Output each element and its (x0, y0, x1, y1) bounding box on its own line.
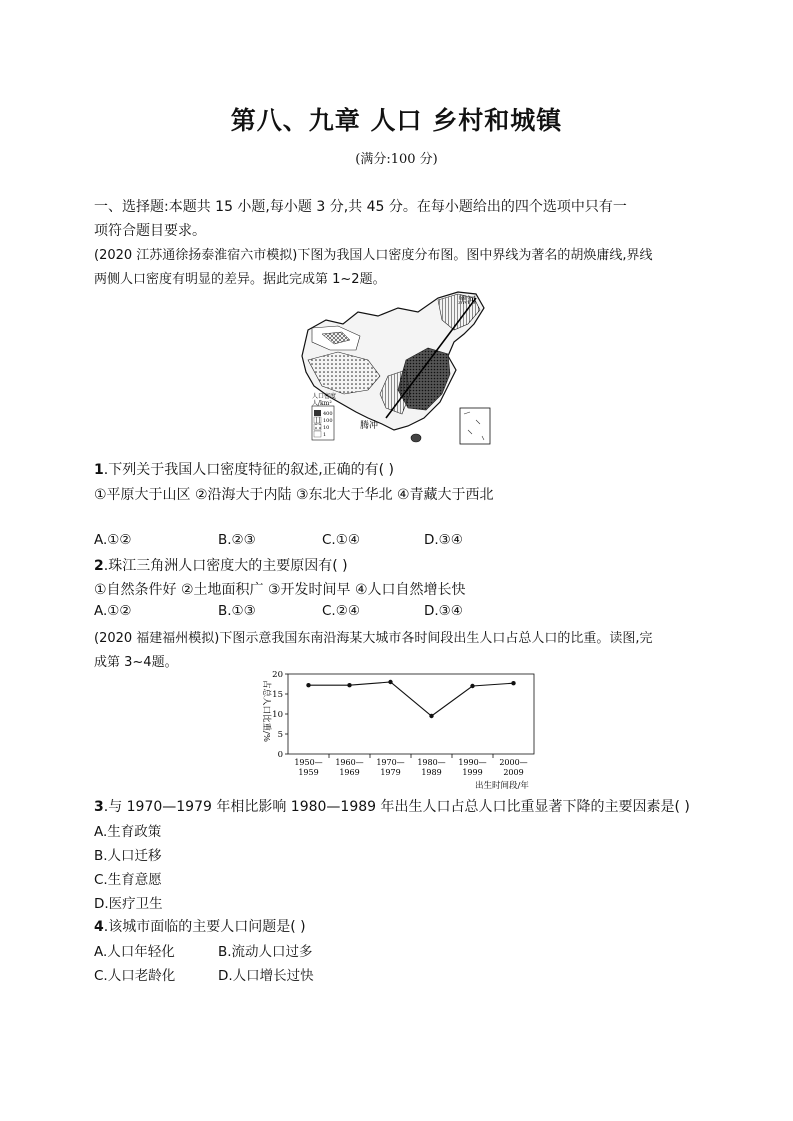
page-title: 第八、九章 人口 乡村和城镇 (230, 106, 563, 135)
data-point (429, 714, 433, 718)
question-1-text: .下列关于我国人口密度特征的叙述,正确的有( ) (103, 462, 395, 478)
question-2-text: .珠江三角洲人口密度大的主要原因有( ) (103, 558, 348, 574)
legend-value-1: 400 (323, 411, 333, 417)
question-1-number: 1 (94, 462, 104, 478)
section-instruction-line-2: 项符合题目要求。 (94, 223, 206, 239)
x-category-label: 2000— (499, 758, 528, 767)
material-1-line-2: 两侧人口密度有明显的差异。据此完成第 1~2题。 (94, 272, 386, 287)
material-1-line-1: (2020 江苏通徐扬泰淮宿六市模拟)下图为我国人口密度分布图。图中界线为著名的胡焕庸线,界线 (94, 248, 653, 263)
x-category-label: 1989 (421, 768, 442, 777)
x-category-label: 1980— (417, 758, 446, 767)
data-point (511, 681, 515, 685)
x-category-label: 2009 (503, 768, 524, 777)
question-1-option-c[interactable]: C.①④ (322, 532, 360, 548)
legend-title: 人口密度 (312, 393, 337, 400)
question-4-option-b[interactable]: B.流动人口过多 (218, 944, 313, 960)
question-4-option-c[interactable]: C.人口老龄化 (94, 968, 176, 984)
y-tick-label: 20 (272, 670, 283, 680)
question-3-option-d[interactable]: D.医疗卫生 (94, 896, 163, 912)
question-3-option-c[interactable]: C.生育意愿 (94, 872, 162, 888)
x-category-label: 1960— (335, 758, 364, 767)
material-2-line-1: (2020 福建福州模拟)下图示意我国东南沿海某大城市各时间段出生人口占总人口的比重。读图,完 (94, 631, 653, 646)
question-1-statements: ①平原大于山区 ②沿海大于内陆 ③东北大于华北 ④青藏大于西北 (94, 487, 494, 503)
y-tick-label: 15 (272, 690, 283, 700)
y-tick-label: 5 (277, 730, 283, 740)
x-category-label: 1999 (462, 768, 483, 777)
south-china-sea-inset (460, 408, 490, 444)
chart-svg (255, 668, 545, 792)
series-line (309, 682, 514, 716)
data-point (470, 684, 474, 688)
question-3-text: .与 1970—1979 年相比影响 1980—1989 年出生人口占总人口比重显著下降的主要因素是( ) (103, 799, 690, 815)
question-4-stem (94, 916, 306, 936)
question-2-statements: ①自然条件好 ②土地面积广 ③开发时间早 ④人口自然增长快 (94, 582, 466, 598)
x-category-label: 1979 (380, 768, 401, 777)
legend-value-4: 1 (323, 432, 327, 438)
y-tick-label: 0 (277, 750, 283, 760)
question-2-number: 2 (94, 558, 104, 574)
data-point (306, 683, 310, 687)
x-category-label: 1969 (339, 768, 360, 777)
y-tick-label: 10 (272, 710, 283, 720)
question-2-stem (94, 555, 348, 575)
question-4-option-d[interactable]: D.人口增长过快 (218, 968, 314, 984)
x-category-label: 1990— (458, 758, 487, 767)
legend-value-2: 100 (323, 418, 333, 424)
question-2-option-b[interactable]: B.①③ (218, 603, 256, 619)
question-4-number: 4 (94, 919, 104, 935)
x-axis-label: 出生时间段/年 (475, 781, 529, 791)
y-axis-label: 占总人口比重/% (261, 680, 271, 742)
legend-value-3: 10 (323, 425, 330, 431)
label-tengchong: 腾冲 (360, 421, 379, 431)
question-1-stem (94, 459, 394, 479)
question-3-stem (94, 796, 690, 816)
full-score: (满分:100 分) (355, 152, 438, 167)
question-2-option-c[interactable]: C.②④ (322, 603, 360, 619)
plot-frame (288, 674, 534, 754)
question-1-option-d[interactable]: D.③④ (424, 532, 463, 548)
population-density-map (298, 290, 496, 448)
birth-share-chart (255, 668, 545, 792)
question-4-option-a[interactable]: A.人口年轻化 (94, 944, 175, 960)
question-3-option-b[interactable]: B.人口迁移 (94, 848, 162, 864)
label-heihe: 黑河 (458, 296, 477, 306)
question-1-option-a[interactable]: A.①② (94, 532, 132, 548)
question-2-option-d[interactable]: D.③④ (424, 603, 463, 619)
section-instruction-line-1: 一、选择题:本题共 15 小题,每小题 3 分,共 45 分。在每小题给出的四个选项中只有一 (94, 199, 627, 215)
question-1-option-b[interactable]: B.②③ (218, 532, 256, 548)
question-4-text: .该城市面临的主要人口问题是( ) (103, 919, 306, 935)
legend-unit: 人/km² (312, 400, 332, 407)
hainan-island (411, 434, 421, 442)
question-3-number: 3 (94, 799, 104, 815)
question-2-option-a[interactable]: A.①② (94, 603, 132, 619)
x-category-label: 1950— (294, 758, 323, 767)
data-point (388, 680, 392, 684)
x-category-label: 1970— (376, 758, 405, 767)
data-point (347, 683, 351, 687)
material-2-line-2: 成第 3~4题。 (94, 655, 178, 670)
question-3-option-a[interactable]: A.生育政策 (94, 824, 162, 840)
map-graphic (298, 290, 496, 448)
x-category-label: 1959 (298, 768, 319, 777)
